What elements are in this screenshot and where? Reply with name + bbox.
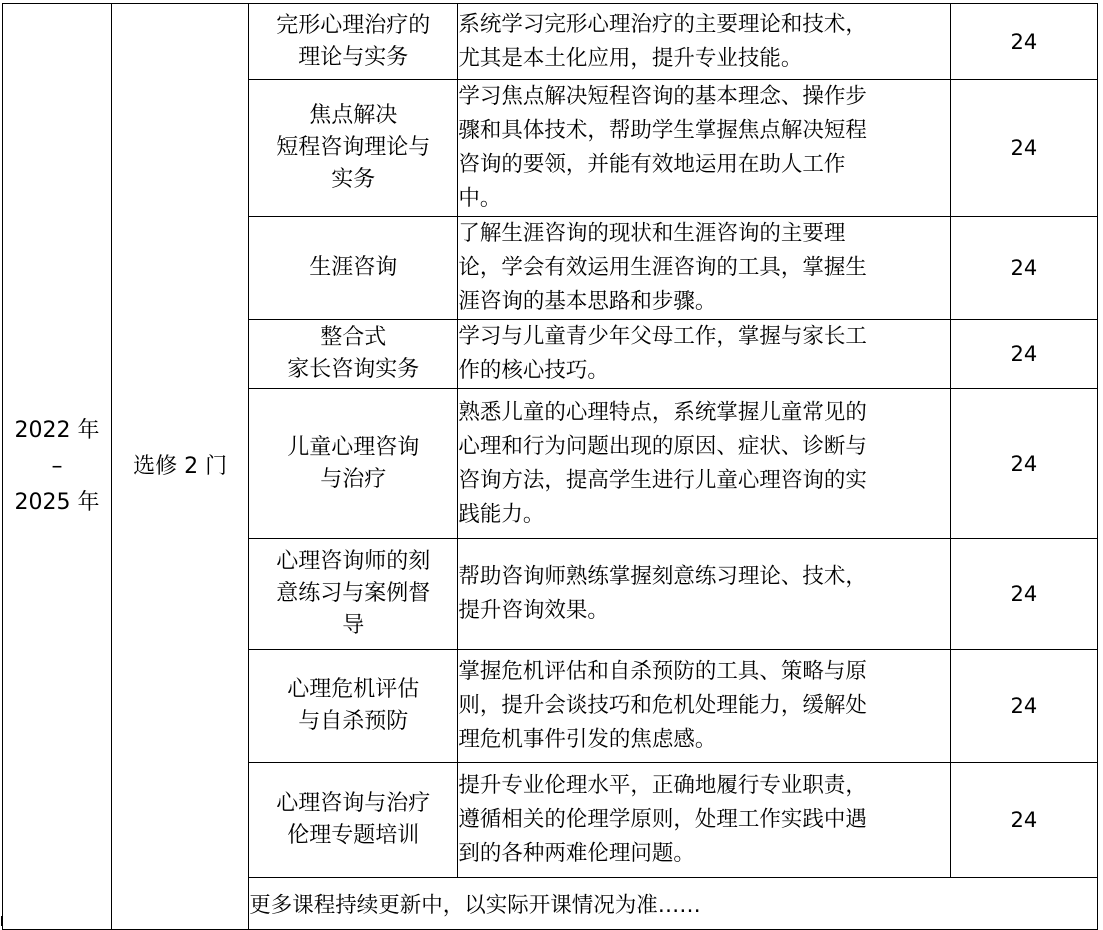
course-description-line: 涯咨询的基本思路和步骤。 (458, 289, 717, 314)
footer-note: 更多课程持续更新中，以实际开课情况为准…… (249, 893, 701, 918)
course-name-line: 与自杀预防 (298, 709, 409, 734)
course-description-line: 论，学会有效运用生涯咨询的工具，掌握生 (458, 255, 867, 280)
course-description-line: 尤其是本土化应用，提升专业技能。 (458, 45, 803, 71)
course-name-line: 完形心理治疗的 (276, 12, 431, 38)
course-description-line: 到的各种两难伦理问题。 (458, 841, 695, 866)
course-description-line: 骤和具体技术，帮助学生掌握焦点解决短程 (458, 118, 867, 143)
course-description-line: 学习焦点解决短程咨询的基本理念、操作步 (458, 84, 867, 109)
course-table (2, 3, 1098, 930)
course-description-cell (458, 763, 950, 878)
course-name-line: 理论与实务 (298, 44, 409, 70)
course-row (3, 4, 1098, 80)
course-description-cell (458, 389, 950, 539)
course-name-line: 短程咨询理论与 (276, 135, 431, 160)
course-hours: 24 (1010, 451, 1038, 476)
course-name-line: 心理危机评估 (287, 677, 420, 702)
course-name-line: 儿童心理咨询 (287, 434, 420, 460)
course-description-cell (458, 650, 950, 763)
course-hours-cell (950, 650, 1097, 763)
requirement-label: 选修 2 门 (133, 453, 228, 479)
course-name-line: 心理咨询与治疗 (276, 791, 431, 816)
course-description-line: 帮助咨询师熟练掌握刻意练习理论、技术， (458, 564, 867, 589)
period-cell (3, 4, 112, 930)
course-hours-cell (950, 539, 1097, 650)
course-description-line: 心理和行为问题出现的原因、症状、诊断与 (458, 433, 867, 459)
course-name-line: 伦理专题培训 (287, 823, 420, 848)
course-hours: 24 (1010, 808, 1038, 832)
course-description-line: 遵循相关的伦理学原则，处理工作实践中遇 (458, 807, 867, 832)
course-description-line: 熟悉儿童的心理特点，系统掌握儿童常见的 (458, 399, 867, 425)
course-description-line: 践能力。 (458, 501, 545, 527)
course-hours: 24 (1010, 136, 1038, 160)
page-margin-mark (1, 916, 2, 926)
course-hours-cell (950, 80, 1097, 217)
course-description-line: 了解生涯咨询的现状和生涯咨询的主要理 (458, 221, 846, 246)
course-name-line: 整合式 (320, 325, 387, 350)
course-name-cell (249, 539, 458, 650)
course-name-cell (249, 80, 458, 217)
course-description-line: 提升专业伦理水平，正确地履行专业职责， (458, 773, 867, 798)
course-hours-cell (950, 763, 1097, 878)
course-hours: 24 (1010, 694, 1038, 718)
course-description-cell (458, 320, 950, 389)
course-description-cell (458, 80, 950, 217)
period-end: 2025 年 (14, 489, 100, 515)
course-name-line: 心理咨询师的刻 (276, 549, 431, 574)
course-hours: 24 (1010, 29, 1038, 54)
course-description-line: 咨询方法，提高学生进行儿童心理咨询的实 (458, 467, 867, 493)
course-hours-cell (950, 320, 1097, 389)
course-name-line: 与治疗 (320, 466, 387, 492)
course-description-line: 理危机事件引发的焦虑感。 (458, 727, 717, 752)
course-hours-cell (950, 217, 1097, 320)
course-description-line: 中。 (458, 186, 502, 211)
course-description-cell (458, 4, 950, 80)
course-name-cell (249, 389, 458, 539)
course-name-cell (249, 320, 458, 389)
course-name-line: 焦点解决 (309, 103, 398, 128)
course-description-line: 学习与儿童青少年父母工作，掌握与家长工 (458, 324, 867, 349)
course-table-body (3, 4, 1098, 930)
course-name-line: 家长咨询实务 (287, 357, 420, 382)
course-hours-cell (950, 4, 1097, 80)
course-name-cell (249, 650, 458, 763)
course-description-cell (458, 217, 950, 320)
course-name-cell (249, 217, 458, 320)
requirement-cell (112, 4, 249, 930)
course-name-cell (249, 763, 458, 878)
course-name-line: 导 (342, 613, 365, 638)
course-description-line: 掌握危机评估和自杀预防的工具、策略与原 (458, 659, 867, 684)
course-description-line: 咨询的要领，并能有效地运用在助人工作 (458, 152, 846, 177)
course-description-line: 提升咨询效果。 (458, 598, 609, 623)
course-description-line: 作的核心技巧。 (458, 358, 609, 383)
course-hours: 24 (1010, 582, 1038, 606)
course-description-cell (458, 539, 950, 650)
footer-note-cell (249, 878, 1098, 930)
period-dash: – (51, 453, 63, 479)
course-name-line: 生涯咨询 (309, 255, 398, 280)
course-hours: 24 (1010, 342, 1038, 366)
course-name-cell (249, 4, 458, 80)
course-description-line: 则，提升会谈技巧和危机处理能力，缓解处 (458, 693, 867, 718)
course-hours: 24 (1010, 256, 1038, 280)
course-name-line: 实务 (331, 167, 376, 192)
course-description-line: 系统学习完形心理治疗的主要理论和技术， (458, 11, 867, 37)
period-start: 2022 年 (14, 417, 100, 443)
course-name-line: 意练习与案例督 (276, 581, 431, 606)
course-hours-cell (950, 389, 1097, 539)
